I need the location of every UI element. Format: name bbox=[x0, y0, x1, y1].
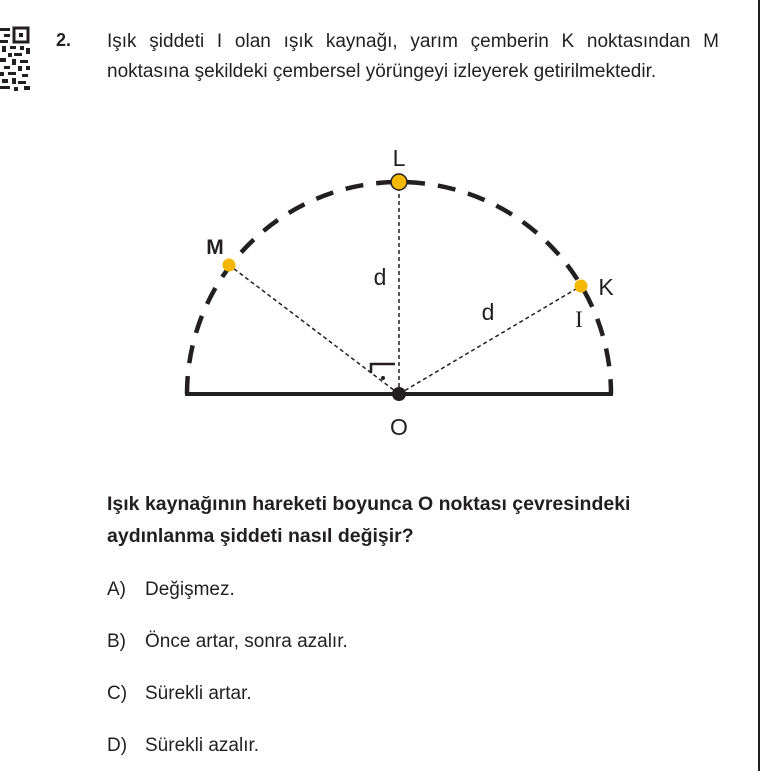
light-source-l bbox=[391, 174, 407, 190]
option-text: Sürekli azalır. bbox=[145, 735, 260, 756]
center-point-o bbox=[392, 387, 406, 401]
right-angle-dot bbox=[381, 376, 385, 380]
question-text: Işık şiddeti I olan ışık kaynağı, yarım çemberin K noktasından M noktasına şekildeki çembersel yörüngeyi izleyerek getirilmektedir. bbox=[107, 31, 719, 82]
label-l: L bbox=[392, 145, 406, 171]
question-number: 2. bbox=[56, 30, 72, 50]
question-prompt: Işık kaynağının hareketi boyunca O noktası çevresindeki aydınlanma şiddeti nasıl değişir? bbox=[107, 493, 631, 547]
right-angle-marker bbox=[371, 364, 395, 373]
option-letter: D) bbox=[107, 735, 128, 756]
label-intensity: I bbox=[575, 307, 583, 332]
option-d[interactable] bbox=[107, 734, 259, 758]
qr-code-icon bbox=[0, 26, 32, 94]
label-k: K bbox=[598, 274, 614, 300]
label-o: O bbox=[390, 414, 408, 440]
page-border-right bbox=[758, 0, 760, 771]
option-letter: A) bbox=[107, 579, 126, 600]
option-c[interactable] bbox=[107, 682, 252, 706]
option-text: Sürekli artar. bbox=[145, 683, 252, 704]
light-source-m bbox=[223, 259, 236, 272]
semicircle-figure bbox=[175, 140, 625, 440]
option-letter: C) bbox=[107, 683, 128, 704]
option-a[interactable] bbox=[107, 578, 235, 602]
label-d-vertical: d bbox=[373, 264, 387, 290]
option-b[interactable] bbox=[107, 630, 348, 654]
label-m: M bbox=[206, 236, 224, 259]
option-letter: B) bbox=[107, 631, 126, 652]
option-text: Değişmez. bbox=[145, 579, 235, 600]
label-d-diagonal: d bbox=[481, 299, 495, 325]
light-source-k bbox=[575, 280, 588, 293]
option-text: Önce artar, sonra azalır. bbox=[145, 631, 348, 652]
